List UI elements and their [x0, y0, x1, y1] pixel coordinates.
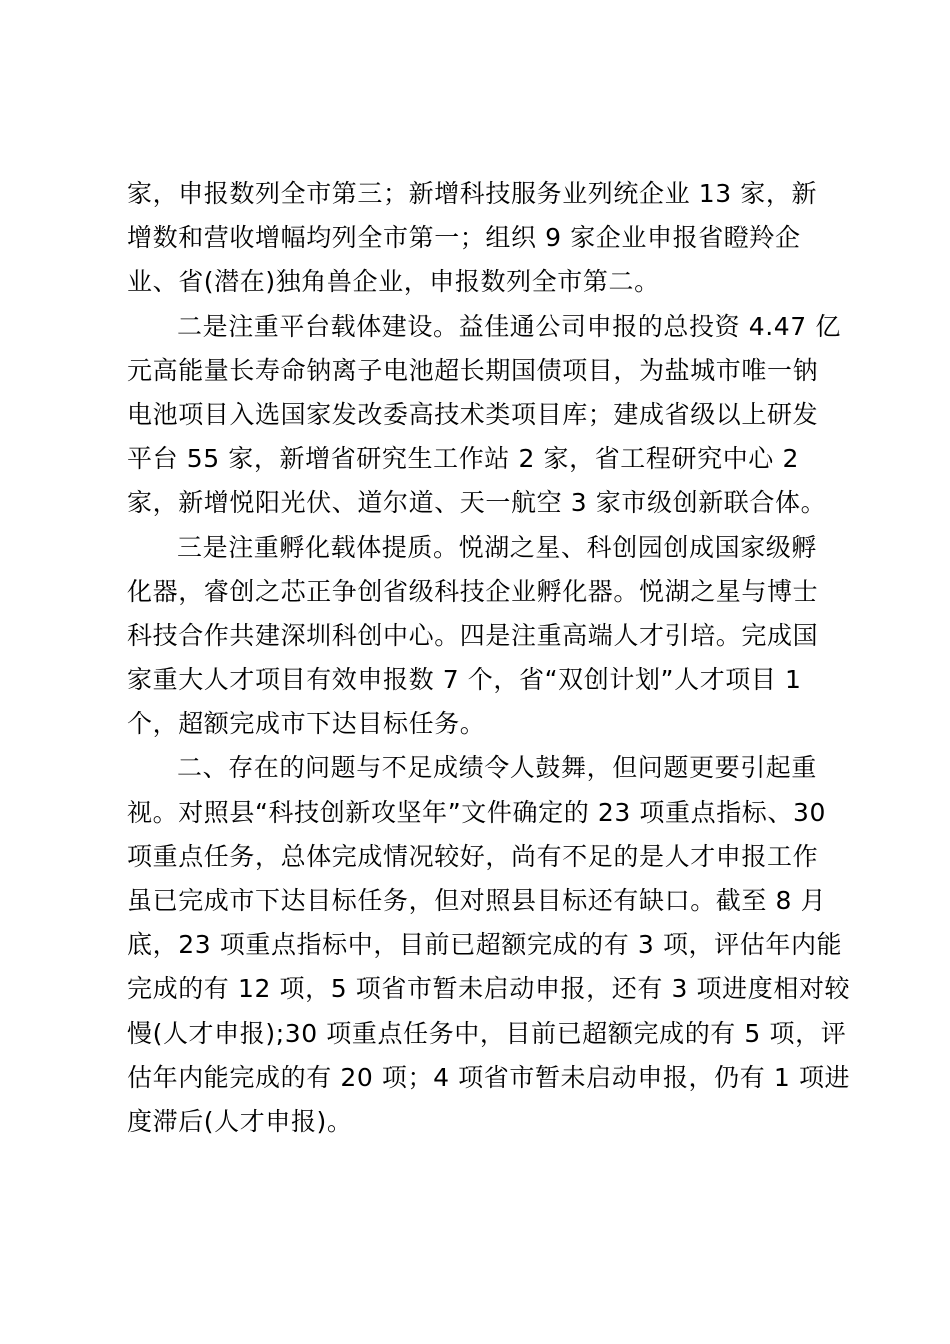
- text-line: 平台 55 家，新增省研究生工作站 2 家，省工程研究中心 2: [127, 444, 799, 474]
- text-line: 化器，睿创之芯正争创省级科技企业孵化器。悦湖之星与博士: [127, 576, 819, 606]
- paragraph-start-line: 二是注重平台载体建设。益佳通公司申报的总投资 4.47 亿: [177, 311, 841, 341]
- text-line: 电池项目入选国家发改委高技术类项目库；建成省级以上研发: [127, 399, 819, 429]
- text-line: 慢(人才申报);30 项重点任务中，目前已超额完成的有 5 项，评: [127, 1018, 847, 1048]
- text-line: 项重点任务，总体完成情况较好，尚有不足的是人才申报工作: [127, 841, 819, 871]
- paragraph-start-line: 三是注重孵化载体提质。悦湖之星、科创园创成国家级孵: [177, 532, 818, 562]
- text-line: 家重大人才项目有效申报数 7 个，省“双创计划”人才项目 1: [127, 665, 802, 695]
- text-line: 度滞后(人才申报)。: [127, 1106, 353, 1136]
- text-line: 个，超额完成市下达目标任务。: [127, 709, 486, 739]
- text-line: 业、省(潜在)独角兽企业，申报数列全市第二。: [127, 267, 660, 297]
- text-line: 家，新增悦阳光伏、道尔道、天一航空 3 家市级创新联合体。: [127, 488, 827, 518]
- paragraph-start-line: 二、存在的问题与不足成绩令人鼓舞，但问题更要引起重: [177, 753, 818, 783]
- text-line: 家，申报数列全市第三；新增科技服务业列统企业 13 家，新: [127, 179, 818, 208]
- text-line: 估年内能完成的有 20 项；4 项省市暂未启动申报，仍有 1 项进: [127, 1062, 851, 1092]
- text-line: 增数和营收增幅均列全市第一；组织 9 家企业申报省瞪羚企: [127, 223, 801, 253]
- text-line: 完成的有 12 项，5 项省市暂未启动申报，还有 3 项进度相对较: [127, 974, 851, 1004]
- text-line: 视。对照县“科技创新攻坚年”文件确定的 23 项重点指标、30: [127, 797, 827, 827]
- text-line: 底，23 项重点指标中，目前已超额完成的有 3 项，评估年内能: [127, 930, 843, 960]
- text-line: 科技合作共建深圳科创中心。四是注重高端人才引培。完成国: [127, 620, 819, 650]
- text-line: 虽已完成市下达目标任务，但对照县目标还有缺口。截至 8 月: [127, 886, 827, 915]
- document-body: [127, 172, 851, 1144]
- text-line: 元高能量长寿命钠离子电池超长期国债项目，为盐城市唯一钠: [127, 355, 819, 385]
